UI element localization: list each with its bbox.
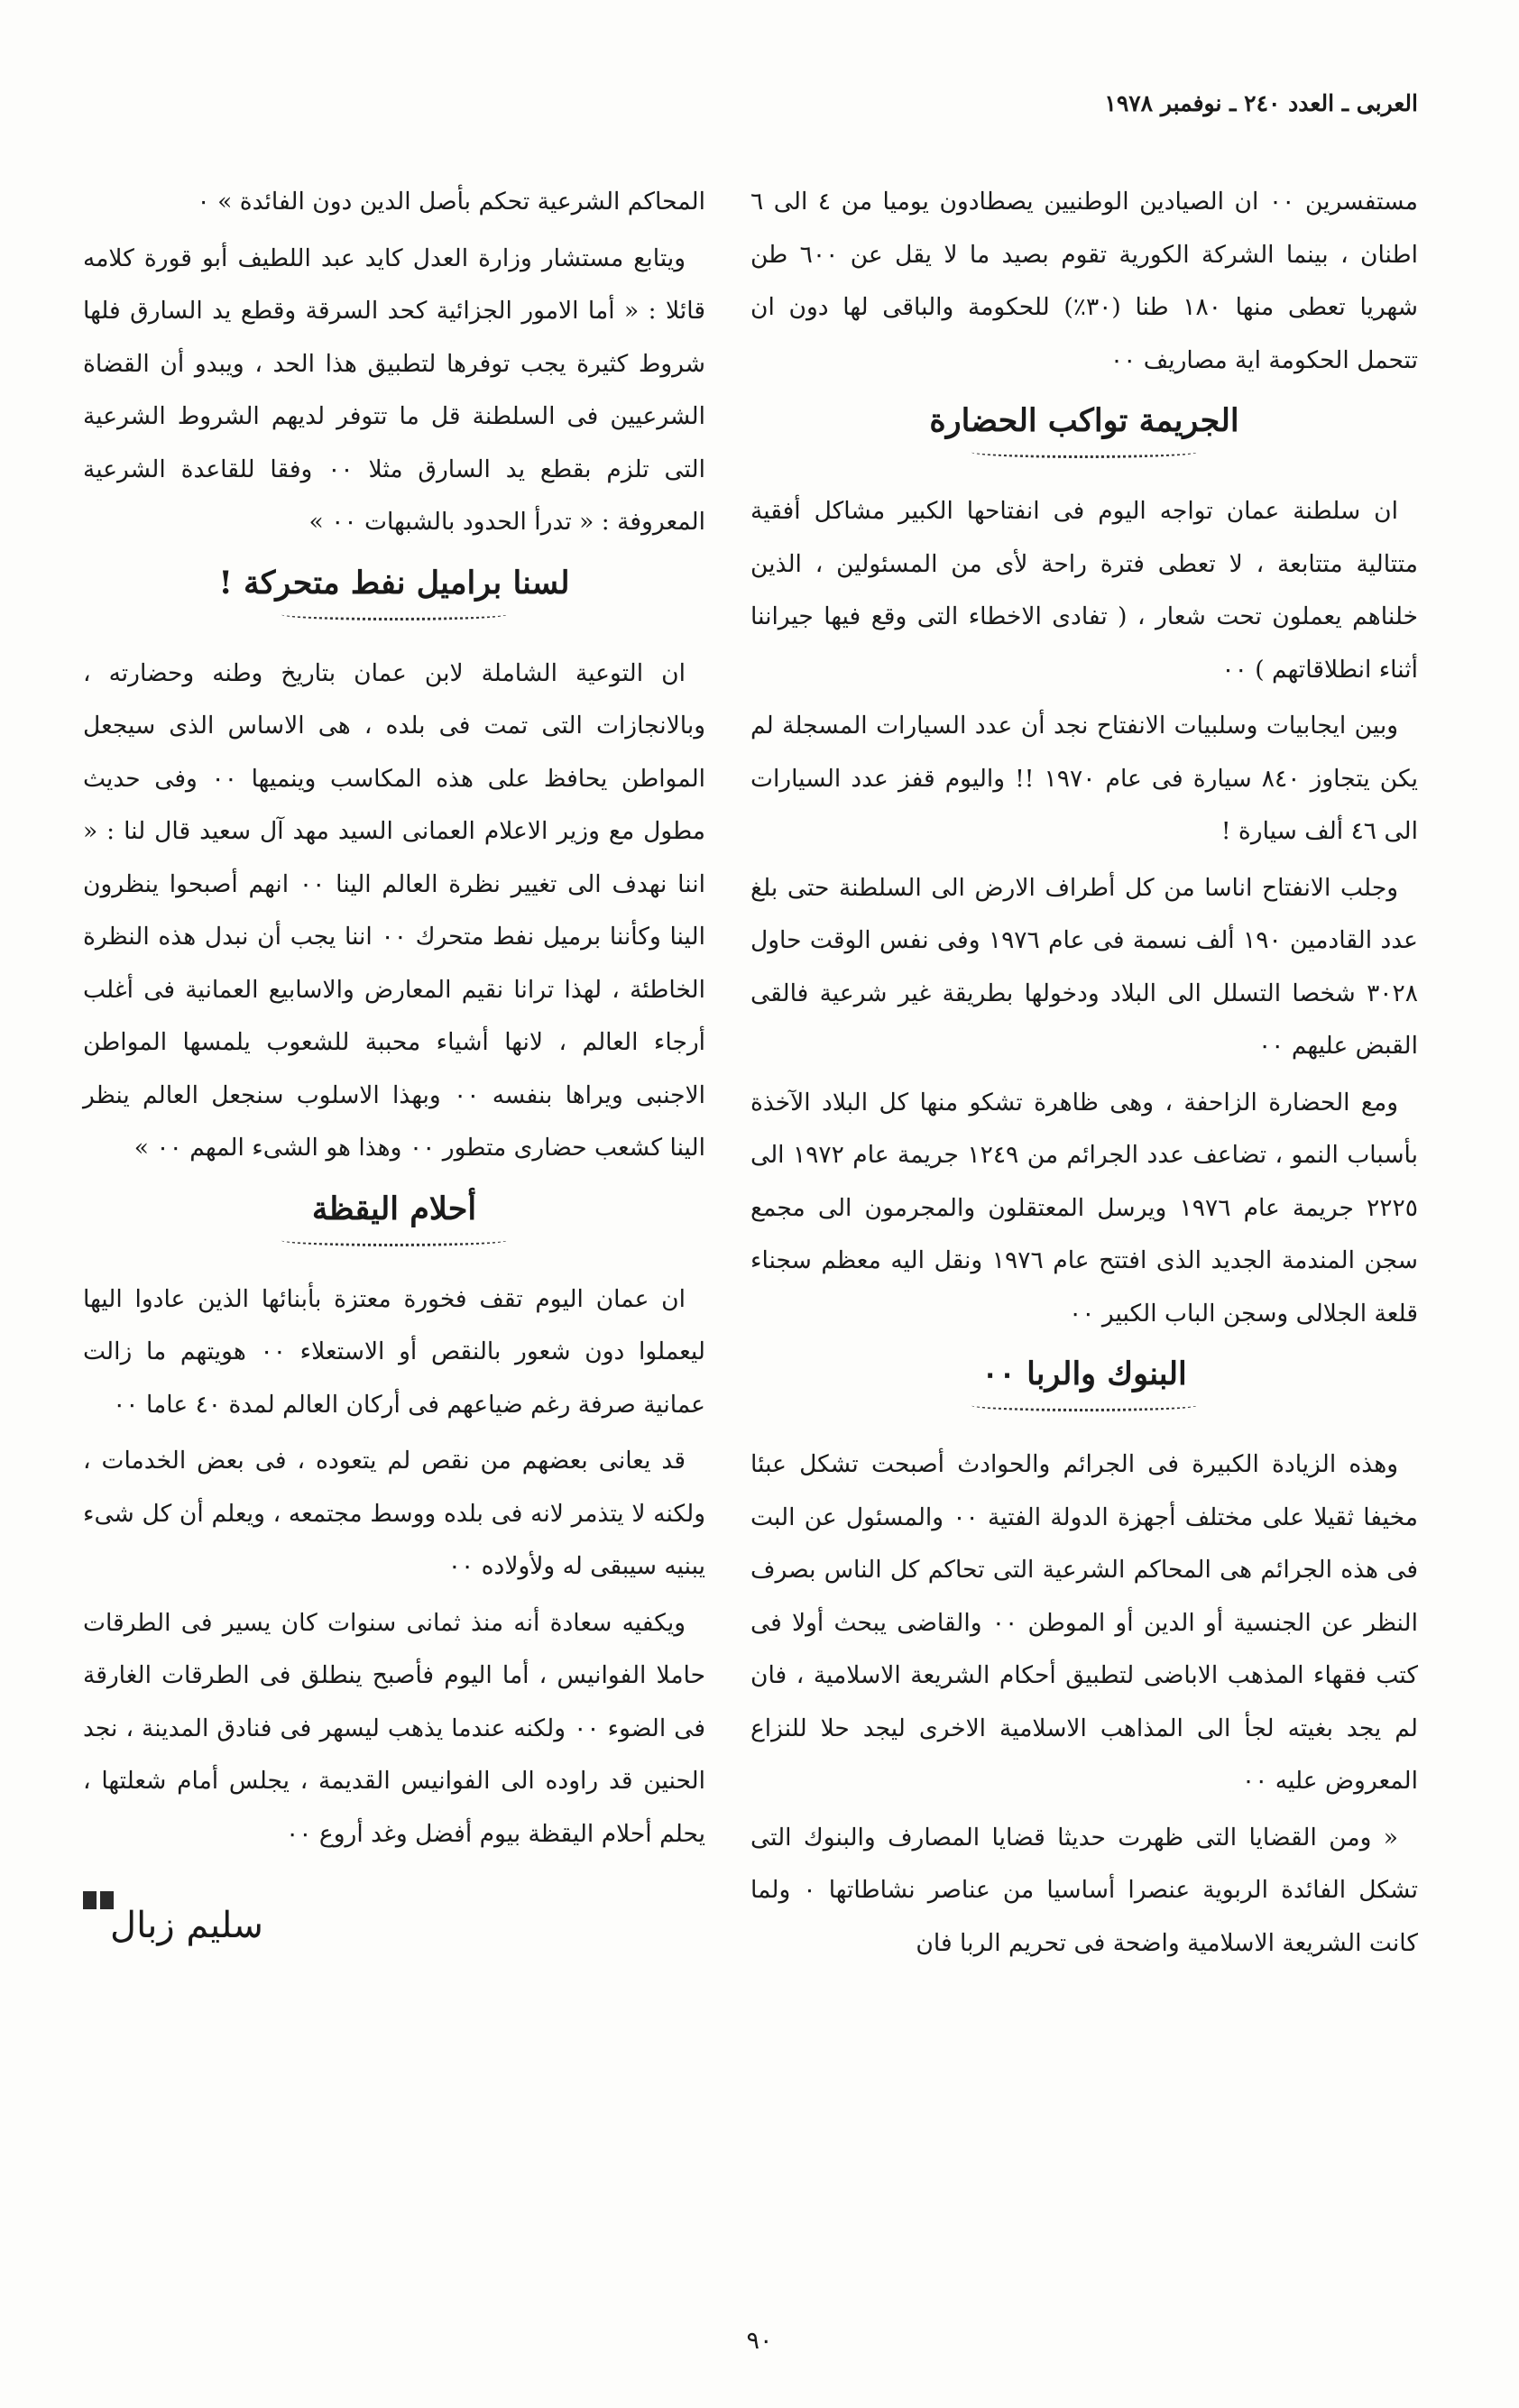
section-heading-oil-barrels-text: لسنا براميل نفط متحركة ! xyxy=(218,564,570,602)
decorative-underline xyxy=(281,609,507,620)
section-heading-banks-text: البنوك والربا ٠٠ xyxy=(981,1356,1187,1392)
section-heading-crime xyxy=(750,400,1418,465)
body-paragraph: وجلب الانفتاح اناسا من كل أطراف الارض الى السلطنة حتى بلغ عدد القادمين ١٩٠ ألف نسمة فى عام ١٩٧٦ وفى نفس الوقت حاول ٣٠٢٨ شخصا التسلل الى البلاد ودخولها بطريقة غير شرعية فالقى القبض عليهم ٠٠ xyxy=(750,873,1418,1060)
article-end-mark xyxy=(83,1873,705,1893)
section-heading-banks xyxy=(750,1353,1418,1419)
body-paragraph: وبين ايجابيات وسلبيات الانفتاح نجد أن عدد السيارات المسجلة لم يكن يتجاوز ٨٤٠ سيارة فى عام ١٩٧٠ !! واليوم قفز عدد السيارات الى ٤٦ ألف سيارة ! xyxy=(750,712,1418,845)
page-number: ٩٠ xyxy=(746,2327,773,2355)
body-paragraph: ويتابع مستشار وزارة العدل كايد عبد اللطيف أبو قورة كلامه قائلا : « أما الامور الجزائية كحد السرقة وقطع يد السارق فلها شروط كثيرة يجب توفرها لتطبيق هذا الحد ، ويبدو أن القضاة الشرعيين فى السلطنة قل ما تتوفر لديهم الشروط الشرعية التى تلزم بقطع يد السارق مثلا ٠٠ وفقا للقاعدة الشرعية المعروفة : « تدرأ الحدود بالشبهات ٠٠ » xyxy=(83,244,705,536)
body-paragraph: المحاكم الشرعية تحكم بأصل الدين دون الفائدة » ٠ xyxy=(197,188,705,216)
intro-paragraph: مستفسرين ٠٠ ان الصيادين الوطنيين يصطادون يوميا من ٤ الى ٦ اطنان ، بينما الشركة الكورية تقوم بصيد ما لا يقل عن ٦٠٠ طن شهريا تعطى منها ١٨٠ طنا (٣٠٪) للحكومة والباقى لها دون ان تتحمل الحكومة اية مصاريف ٠٠ xyxy=(750,188,1418,374)
author-signature: سليم زبال xyxy=(110,1905,263,1946)
running-header: العربى ـ العدد ٢٤٠ ـ نوفمبر ١٩٧٨ xyxy=(1104,90,1418,116)
section-heading-crime-text: الجريمة تواكب الحضارة xyxy=(929,402,1239,439)
body-paragraph: ان سلطنة عمان تواجه اليوم فى انفتاحها الكبير مشاكل أفقية متتالية متتابعة ، لا تعطى فترة راحة لأى من المسئولين ، الذين خلناهم يعملون تحت شعار ، ( تفادى الاخطاء التى وقع فيها جيراننا أثناء انطلاقاتهم ) ٠٠ xyxy=(750,497,1418,684)
body-paragraph: ومع الحضارة الزاحفة ، وهى ظاهرة تشكو منها كل البلاد الآخذة بأسباب النمو ، تضاعف عدد الجرائم من ١٢٤٩ جريمة عام ١٩٧٢ الى ٢٢٢٥ جريمة عام ١٩٧٦ ويرسل المعتقلون والمجرمون الى مجمع سجن المندمة الجديد الذى افتتح عام ١٩٧٦ ونقل اليه معظم سجناء قلعة الجلالى وسجن الباب الكبير ٠٠ xyxy=(750,1088,1418,1328)
body-paragraph: ويكفيه سعادة أنه منذ ثمانى سنوات كان يسير فى الطرقات حاملا الفوانيس ، أما اليوم فأصبح ينطلق فى الطرقات الغارقة فى الضوء ٠٠ ولكنه عندما يذهب ليسهر فى فنادق المدينة ، نجد الحنين قد راوده الى الفوانيس القديمة ، يجلس أمام شعلتها ، يحلم أحلام اليقظة بيوم أفضل وغد أروع ٠٠ xyxy=(83,1608,705,1848)
right-column xyxy=(750,176,1418,1973)
end-square-icon xyxy=(83,1891,97,1909)
decorative-underline xyxy=(971,1400,1197,1411)
left-column xyxy=(83,176,705,1949)
body-paragraph: « ومن القضايا التى ظهرت حديثا قضايا المصارف والبنوك التى تشكل الفائدة الربوية عنصرا أساسيا من عناصر نشاطاتها ٠ ولما كانت الشريعة الاسلامية واضحة فى تحريم الربا فان xyxy=(750,1823,1418,1957)
body-paragraph: ان عمان اليوم تقف فخورة معتزة بأبنائها الذين عادوا اليها ليعملوا دون شعور بالنقص أو الاستعلاء ٠٠ هويتهم ما زالت عمانية صرفة رغم ضياعهم فى أركان العالم لمدة ٤٠ عاما ٠٠ xyxy=(83,1284,705,1419)
decorative-underline xyxy=(281,1235,507,1246)
section-heading-daydreams xyxy=(83,1188,705,1254)
body-paragraph: وهذه الزيادة الكبيرة فى الجرائم والحوادث أصبحت تشكل عبئا مخيفا ثقيلا على مختلف أجهزة الدولة الفتية ٠٠ والمسئول عن البت فى هذه الجرائم هى المحاكم الشرعية التى تحاكم كل الناس بصرف النظر عن الجنسية أو الدين أو الموطن ٠٠ والقاضى يبحث أولا فى كتب فقهاء المذهب الاباضى لتطبيق أحكام الشريعة الاسلامية ، فان لم يجد بغيته لجأ الى المذاهب الاسلامية الاخرى ليجد حلا للنزاع المعروض عليه ٠٠ xyxy=(750,1450,1418,1795)
decorative-underline xyxy=(971,446,1197,458)
body-paragraph: ان التوعية الشاملة لابن عمان بتاريخ وطنه وحضارته ، وبالانجازات التى تمت فى بلده ، هى الاساس الذى سيجعل المواطن يحافظ على هذه المكاسب وينميها ٠٠ وفى حديث مطول مع وزير الاعلام العمانى السيد مهد آل سعيد قال لنا : « اننا نهدف الى تغيير نظرة العالم الينا ٠٠ انهم أصبحوا ينظرون الينا وكأننا برميل نفط متحرك ٠٠ اننا يجب أن نبدل هذه النظرة الخاطئة ، لهذا ترانا نقيم المعارض والاسابيع العمانية فى أغلب أرجاء العالم ، لانها أشياء محببة للشعوب يلمسها المواطن الاجنبى ويراها بنفسه ٠٠ وبهذا الاسلوب سنجعل العالم ينظر الينا كشعب حضارى متطور ٠٠ وهذا هو الشىء المهم ٠٠ » xyxy=(83,658,706,1162)
body-paragraph: قد يعانى بعضهم من نقص لم يتعوده ، فى بعض الخدمات ، ولكنه لا يتذمر لانه فى بلده ووسط مجتمعه ، ويعلم أن كل شىء يبنيه سيبقى له ولأولاده ٠٠ xyxy=(83,1447,705,1580)
section-heading-oil-barrels xyxy=(83,562,705,628)
section-heading-daydreams-text: أحلام اليقظة xyxy=(311,1190,477,1227)
